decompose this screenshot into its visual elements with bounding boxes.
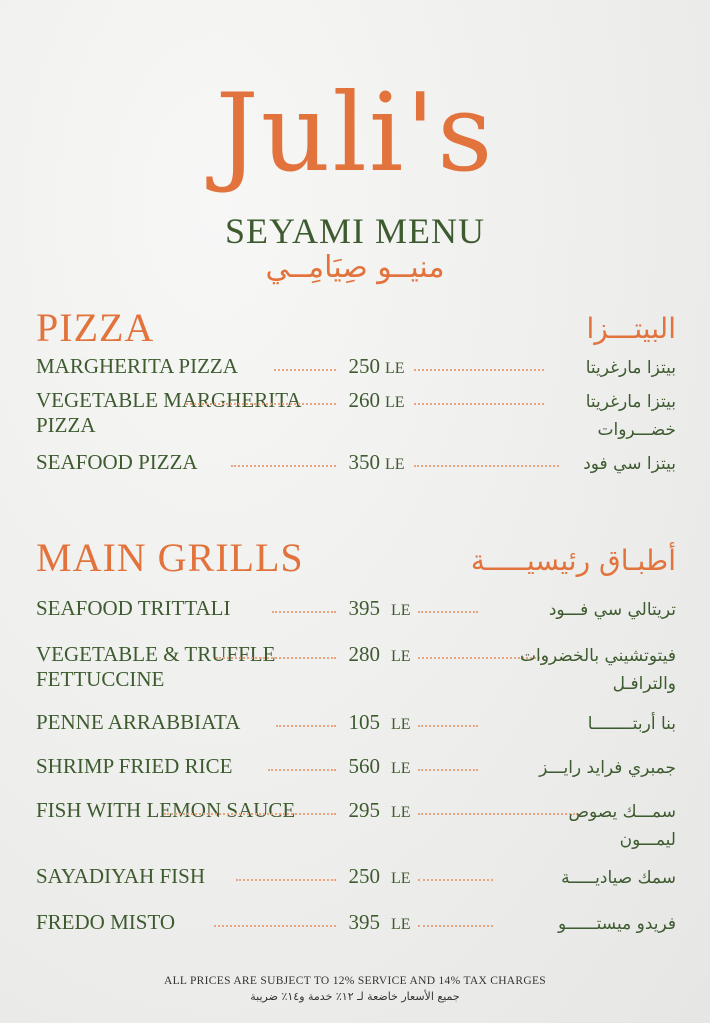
grills-section-title-arabic: أطبـاق رئيسيـــــة	[470, 544, 676, 577]
item-price: 260	[348, 388, 380, 412]
item-name-arabic: بيتزا مارغريتا خضـــروات	[585, 392, 676, 440]
dotted-leader	[414, 465, 559, 467]
dotted-leader	[414, 369, 544, 371]
item-name-arabic: بنا أربتــــــــا	[587, 714, 676, 734]
currency: LE	[391, 804, 411, 821]
menu-subtitle-arabic: منيــو صِيَامِــي	[265, 250, 445, 285]
item-price: 105	[348, 710, 380, 734]
currency: LE	[391, 716, 411, 733]
item-name: FREDO MISTO	[36, 910, 176, 934]
item-name: VEGETABLE & TRUFFLE FETTUCCINE	[36, 642, 276, 691]
item-name: FISH WITH LEMON SAUCE	[36, 798, 296, 822]
currency: LE	[391, 870, 411, 887]
menu-subtitle: SEYAMI MENU	[224, 211, 485, 251]
menu-item	[36, 388, 676, 448]
dotted-leader	[216, 657, 336, 659]
currency: LE	[385, 394, 405, 411]
item-name-arabic: بيتزا مارغريتا	[585, 358, 676, 378]
dotted-leader	[231, 465, 336, 467]
dotted-leader	[272, 611, 336, 613]
item-name-arabic: بيتزا سي فود	[583, 454, 676, 474]
item-name-arabic: تريتالي سي فـــود	[548, 600, 676, 620]
item-name: VEGETABLE MARGHERITA PIZZA	[36, 388, 301, 437]
item-name: MARGHERITA PIZZA	[36, 354, 238, 378]
menu-item	[36, 642, 676, 702]
tax-note-arabic: جميع الأسعار خاضعة لـ ١٢٪ خدمة و١٤٪ ضريبة	[250, 990, 460, 1003]
dotted-leader	[164, 813, 336, 815]
dotted-leader	[414, 403, 544, 405]
currency: LE	[391, 648, 411, 665]
item-name-arabic: فيتوتشيني بالخضروات والترافـل	[519, 646, 676, 694]
item-name-arabic: سمـــك يصوص ليمـــون	[568, 802, 676, 850]
dotted-leader	[418, 769, 478, 771]
currency: LE	[385, 456, 405, 473]
grills-section-title: MAIN GRILLS	[36, 535, 304, 580]
menu-item	[36, 450, 676, 510]
dotted-leader	[268, 769, 336, 771]
dotted-leader	[418, 611, 478, 613]
item-price: 250	[348, 354, 380, 378]
pizza-section-title: PIZZA	[36, 305, 155, 350]
item-price: 350	[348, 450, 380, 474]
item-name-arabic: فريدو ميستــــــو	[558, 914, 676, 934]
item-price: 560	[348, 754, 380, 778]
item-price: 280	[348, 642, 380, 666]
dotted-leader	[418, 725, 478, 727]
item-name: PENNE ARRABBIATA	[36, 710, 241, 734]
dotted-leader	[276, 725, 336, 727]
dotted-leader	[214, 925, 336, 927]
dotted-leader	[418, 879, 493, 881]
dotted-leader	[236, 879, 336, 881]
dotted-leader	[274, 369, 336, 371]
item-name: SEAFOOD PIZZA	[36, 450, 198, 474]
currency: LE	[385, 360, 405, 377]
item-name-arabic: سمك صياديـــــة	[561, 868, 676, 888]
currency: LE	[391, 916, 411, 933]
item-name: SAYADIYAH FISH	[36, 864, 206, 888]
dotted-leader	[418, 925, 493, 927]
item-price: 295	[348, 798, 380, 822]
item-name: SEAFOOD TRITTALI	[36, 596, 231, 620]
tax-note: ALL PRICES ARE SUBJECT TO 12% SERVICE AND 14% TAX CHARGES	[163, 975, 547, 987]
menu-item	[36, 910, 676, 970]
item-name-arabic: جمبري فرايد رايـــز	[539, 758, 676, 778]
brand-logo: Juli's	[215, 71, 495, 196]
item-price: 395	[348, 910, 380, 934]
item-name: SHRIMP FRIED RICE	[36, 754, 233, 778]
currency: LE	[391, 760, 411, 777]
dotted-leader	[186, 403, 336, 405]
pizza-section-title-arabic: البيتـــزا	[586, 312, 676, 345]
item-price: 395	[348, 596, 380, 620]
currency: LE	[391, 602, 411, 619]
menu-item	[36, 798, 676, 858]
item-price: 250	[348, 864, 380, 888]
